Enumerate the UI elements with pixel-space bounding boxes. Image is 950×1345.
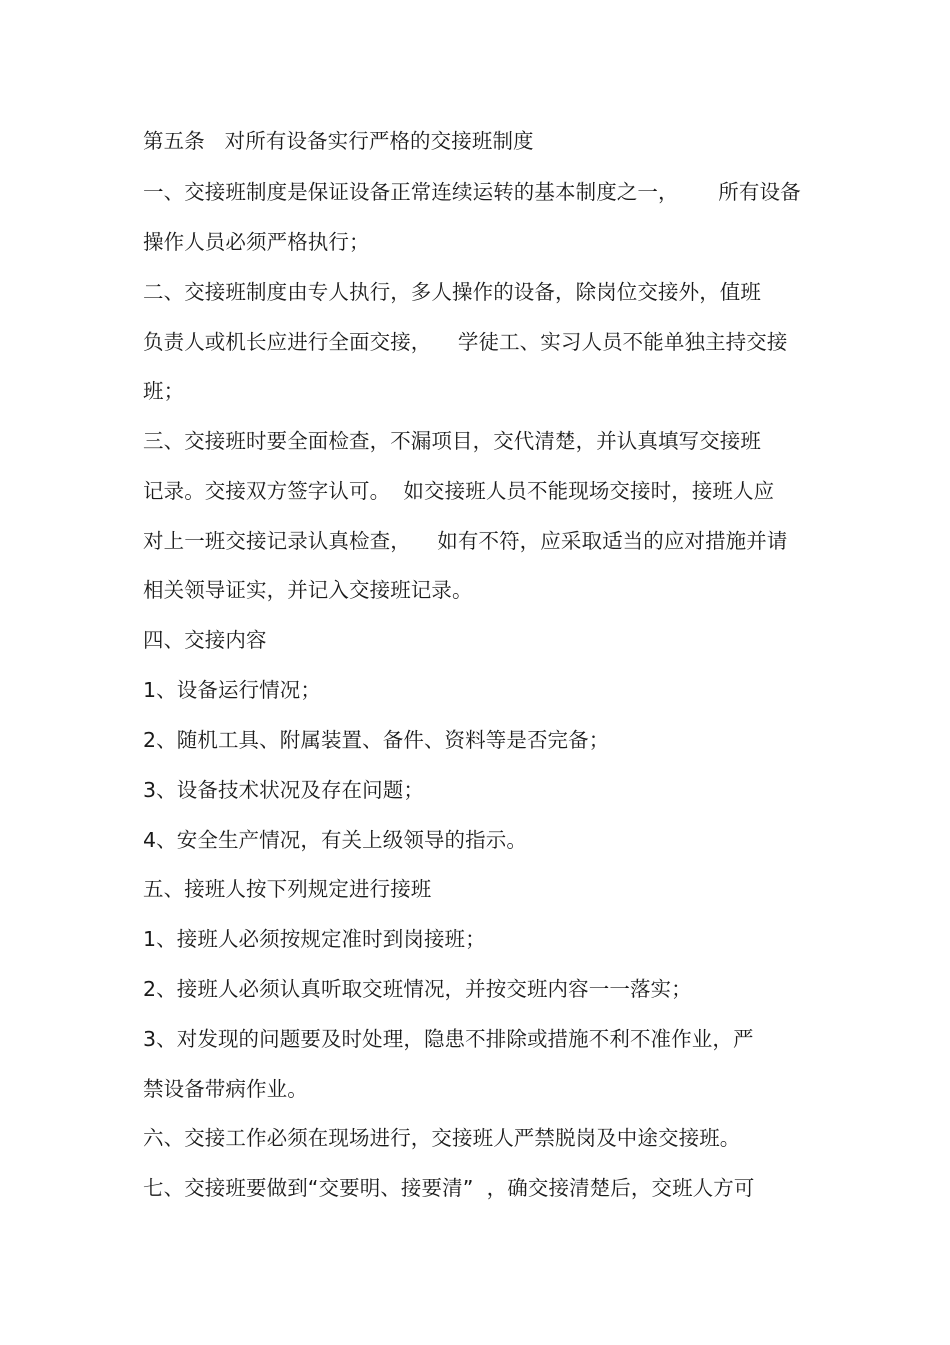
section-heading: 四、交接内容 xyxy=(143,628,267,652)
paragraph-line: 一、交接班制度是保证设备正常连续运转的基本制度之一， 所有设备 xyxy=(143,180,801,204)
paragraph-line: 记录。交接双方签字认可。 如交接班人员不能现场交接时，接班人应 xyxy=(143,479,775,503)
paragraph-line: 负责人或机长应进行全面交接， 学徒工、实习人员不能单独主持交接 xyxy=(143,330,788,354)
paragraph-line: 二、交接班制度由专人执行，多人操作的设备，除岗位交接外，值班 xyxy=(143,280,761,304)
list-item: 1、设备运行情况； xyxy=(143,678,321,702)
paragraph-line: 对上一班交接记录认真检查， 如有不符，应采取适当的应对措施并请 xyxy=(143,529,788,553)
article-heading: 第五条 对所有设备实行严格的交接班制度 xyxy=(143,129,534,153)
section-heading: 五、接班人按下列规定进行接班 xyxy=(143,877,432,901)
paragraph-line: 操作人员必须严格执行； xyxy=(143,230,370,254)
list-item: 4、安全生产情况，有关上级领导的指示。 xyxy=(143,828,527,852)
paragraph-line: 七、交接班要做到“交要明、接要清” ，确交接清楚后，交班人方可 xyxy=(143,1176,755,1200)
paragraph-line: 三、交接班时要全面检查，不漏项目，交代清楚，并认真填写交接班 xyxy=(143,429,761,453)
paragraph-line: 六、交接工作必须在现场进行，交接班人严禁脱岗及中途交接班。 xyxy=(143,1126,741,1150)
list-item: 1、接班人必须按规定准时到岗接班； xyxy=(143,927,486,951)
paragraph-line: 相关领导证实，并记入交接班记录。 xyxy=(143,578,473,602)
list-item: 2、随机工具、附属装置、备件、资料等是否完备； xyxy=(143,728,610,752)
list-item: 2、接班人必须认真听取交班情况，并按交班内容一一落实； xyxy=(143,977,692,1001)
list-item-continuation: 禁设备带病作业。 xyxy=(143,1077,308,1101)
paragraph-line: 班； xyxy=(143,379,185,403)
list-item: 3、设备技术状况及存在问题； xyxy=(143,778,424,802)
list-item: 3、对发现的问题要及时处理，隐患不排除或措施不利不准作业，严 xyxy=(143,1027,754,1051)
